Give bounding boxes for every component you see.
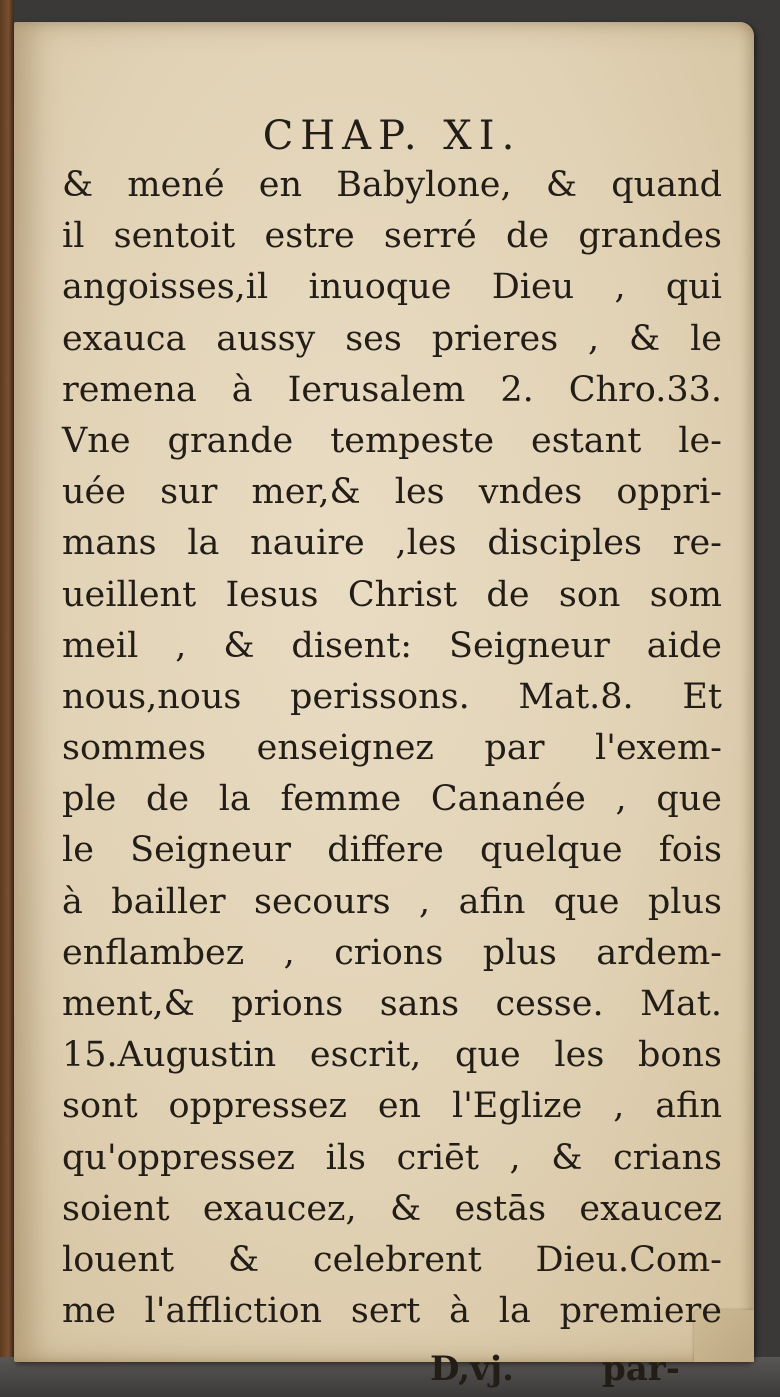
text-line: ple de la femme Cananée , que: [62, 779, 722, 820]
text-line: remena à Ierusalem 2. Chro.33.: [62, 369, 722, 410]
text-line: mans la nauire ,les disciples re-: [62, 523, 722, 564]
text-line: uée sur mer,& les vndes oppri-: [62, 472, 722, 513]
text-line: ment,& prions sans cesse. Mat.: [62, 984, 722, 1024]
text-line: me l'affliction sert à la premiere: [62, 1291, 722, 1332]
text-line: soient exaucez, & estās exaucez: [62, 1188, 722, 1229]
text-line: meil , & disent: Seigneur aide: [62, 625, 722, 666]
book-spine-edge: [0, 0, 14, 1397]
signature-mark: D,vj.: [430, 1349, 515, 1390]
page-text: [62, 112, 722, 1393]
text-line: angoisses,il inuoque Dieu , qui: [62, 267, 722, 308]
text-line: qu'oppressez ils criēt , & crians: [62, 1137, 722, 1178]
text-line: ueillent Iesus Christ de son som: [62, 574, 722, 615]
text-line: sont oppressez en l'Eglize , afin: [62, 1086, 722, 1127]
text-line: sommes enseignez par l'exem-: [62, 728, 722, 769]
text-line: Vne grande tempeste estant le-: [62, 420, 722, 461]
text-line: le Seigneur differe quelque fois: [62, 830, 722, 871]
text-line: exauca aussy ses prieres , & le: [62, 318, 722, 359]
text-line: enflambez , crions plus ardem-: [62, 932, 722, 973]
text-line: à bailler secours , afin que plus: [62, 881, 722, 922]
text-line: il sentoit estre serré de grandes: [62, 216, 722, 257]
book-page: [14, 22, 754, 1390]
catchword: par-: [602, 1349, 680, 1390]
chapter-heading: CHAP. XI.: [262, 113, 522, 159]
text-line: & mené en Babylone, & quand: [62, 165, 722, 205]
text-line: louent & celebrent Dieu.Com-: [62, 1239, 722, 1280]
text-line: 15.Augustin escrit, que les bons: [62, 1035, 722, 1076]
page-footer: [62, 1345, 722, 1393]
text-line: nous,nous perissons. Mat.8. Et: [62, 676, 722, 717]
